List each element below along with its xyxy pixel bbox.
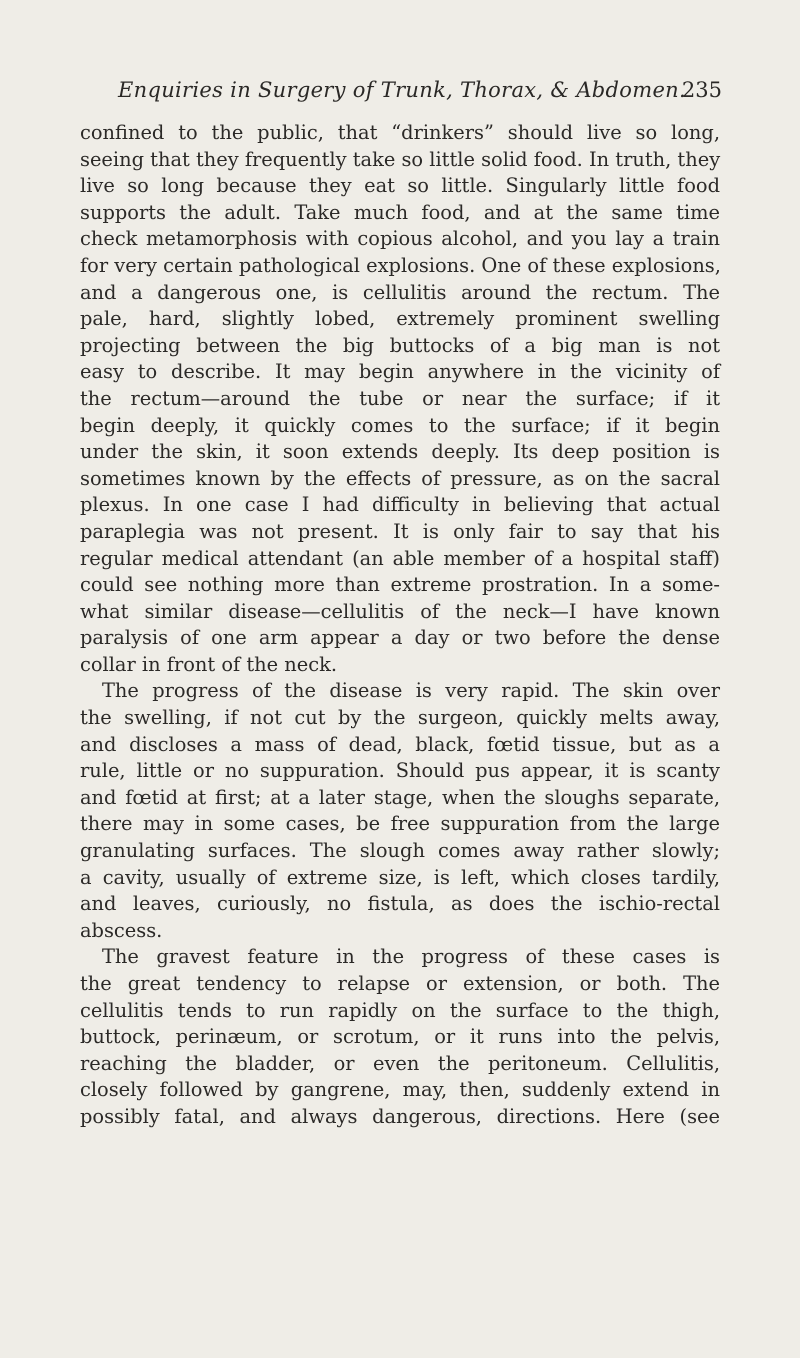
running-head (82, 74, 722, 108)
text-line: live so long because they eat so little. Singularly little food (80, 174, 720, 198)
text-line: abscess. (80, 918, 163, 942)
text-line: cellulitis tends to run rapidly on the surface to the thigh, (80, 998, 720, 1022)
text-line: seeing that they frequently take so little solid food. In truth, they (80, 147, 721, 171)
text-line: a cavity, usually of extreme size, is left, which closes tardily, (80, 865, 720, 889)
text-line: rule, little or no suppuration. Should pus appear, it is scanty (80, 759, 720, 783)
page-number: 235 (681, 78, 722, 102)
text-line: granulating surfaces. The slough comes away rather slowly; (80, 839, 720, 863)
text-line: sometimes known by the effects of pressure, as on the sacral (80, 466, 720, 490)
text-line: possibly fatal, and always dangerous, directions. Here (see (80, 1104, 720, 1128)
text-line: the rectum—around the tube or near the surface; if it (80, 386, 720, 410)
text-line: supports the adult. Take much food, and at the same time (80, 200, 720, 224)
text-line: The progress of the disease is very rapid. The skin over (102, 679, 720, 703)
text-line: for very certain pathological explosions. One of these explosions, (80, 253, 721, 277)
text-line: under the skin, it soon extends deeply. Its deep position is (80, 440, 720, 464)
text-line: reaching the bladder, or even the peritoneum. Cellulitis, (80, 1051, 720, 1075)
text-line: paralysis of one arm appear a day or two before the dense (80, 626, 720, 650)
running-title: Enquiries in Surgery of Trunk, Thorax, & Abdomen. (118, 78, 686, 102)
text-line: plexus. In one case I had difficulty in believing that actual (80, 493, 720, 517)
text-line: confined to the public, that “drinkers” should live so long, (80, 121, 720, 144)
text-line: regular medical attendant (an able member of a hospital staff) (80, 546, 720, 570)
text-line: and a dangerous one, is cellulitis around the rectum. The (80, 280, 720, 304)
text-line: easy to describe. It may begin anywhere in the vicinity of (80, 360, 720, 384)
body-text (80, 120, 720, 1131)
text-line: what similar disease—cellulitis of the neck—I have known (80, 599, 720, 623)
text-line: buttock, perinæum, or scrotum, or it runs into the pelvis, (80, 1025, 720, 1049)
text-line: the swelling, if not cut by the surgeon, quickly melts away, (80, 706, 720, 730)
text-line: could see nothing more than extreme prostration. In a some- (80, 573, 720, 597)
text-line: paraplegia was not present. It is only fair to say that his (80, 519, 720, 543)
text-line: collar in front of the neck. (80, 652, 338, 676)
text-line: pale, hard, slightly lobed, extremely prominent swelling (80, 307, 720, 331)
text-line: the great tendency to relapse or extension, or both. The (80, 972, 720, 995)
text-line: begin deeply, it quickly comes to the surface; if it begin (80, 413, 720, 437)
text-line: check metamorphosis with copious alcohol, and you lay a train (80, 227, 720, 251)
text-line: and leaves, curiously, no fistula, as does the ischio-rectal (80, 892, 720, 916)
text-line: projecting between the big buttocks of a big man is not (80, 333, 720, 357)
text-line: and discloses a mass of dead, black, fœtid tissue, but as a (80, 732, 720, 756)
text-line: The gravest feature in the progress of these cases is (102, 945, 720, 969)
text-line: and fœtid at first; at a later stage, when the sloughs separate, (80, 785, 720, 809)
text-line: closely followed by gangrene, may, then, suddenly extend in (80, 1078, 720, 1102)
text-line: there may in some cases, be free suppuration from the large (80, 812, 720, 836)
